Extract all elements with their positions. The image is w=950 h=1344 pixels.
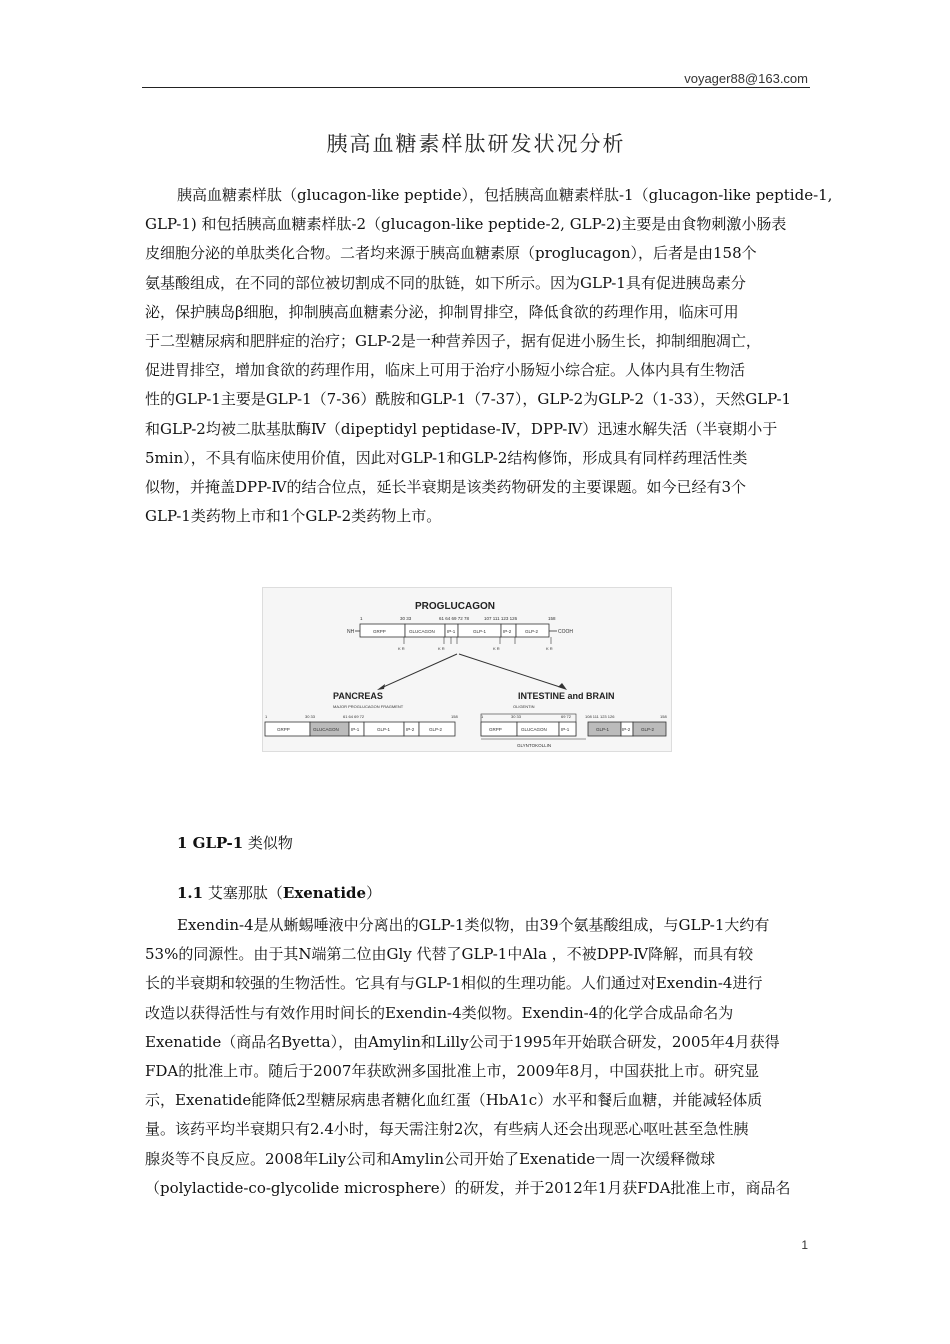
left-segment: GLP-1 [377,727,391,732]
body-line: 长的半衰期和较强的生物活性。它具有与GLP-1相似的生理功能。人们通过对Exendin-4进行 [145,974,763,993]
top-segment: IP-2 [503,629,512,634]
intestine-brain-label: INTESTINE and BRAIN [518,691,615,701]
intro-line: 氨基酸组成，在不同的部位被切割成不同的肽链，如下所示。因为GLP-1具有促进胰岛素分 [145,273,746,292]
page-number: 1 [801,1238,808,1252]
body-line: 53%的同源性。由于其N端第二位由Gly 代替了GLP-1中Ala ，不被DPP-Ⅳ降解，而具有较 [145,945,754,964]
top-segment: GLUCAGON [409,629,435,634]
section-heading-1 [177,832,293,853]
right-number: 69 72 [561,714,572,719]
body-line: FDA的批准上市。随后于2007年获欧洲多国批准上市，2009年8月，中国获批上市。研究显 [145,1062,760,1081]
proglucagon-title: PROGLUCAGON [415,601,495,612]
left-segment: IP-1 [351,727,360,732]
top-number: 158 [548,616,556,621]
top-segment: GLP-1 [473,629,487,634]
subsection-close: ） [366,884,382,902]
left-number: 61 64 69 72 [343,714,365,719]
intro-line: 性的GLP-1主要是GLP-1（7-36）酰胺和GLP-1（7-37），GLP-2为GLP-2（1-33），天然GLP-1 [145,390,792,409]
left-number: 30 33 [305,714,316,719]
intro-line: 5min），不具有临床使用价值，因此对GLP-1和GLP-2结构修饰，形成具有同样药理活性类 [145,448,748,467]
cleavage-label: K R [398,646,405,651]
intro-line: GLP-1类药物上市和1个GLP-2类药物上市。 [145,507,442,526]
right-segment: IP-1 [561,727,570,732]
left-number: 1 [265,714,268,719]
top-number: 30 33 [400,616,412,621]
subsection-number: 1.1 [177,884,204,902]
left-segment: GRPP [277,727,290,732]
top-number: 1 [360,616,363,621]
right-number: 1 [481,714,484,719]
right-segment: GLP-1 [596,727,610,732]
cleavage-label: K R [493,646,500,651]
intro-line: 皮细胞分泌的单肽类化合物。二者均来源于胰高血糖素原（proglucagon），后者是由158个 [145,244,757,263]
right-segment: GRPP [489,727,502,732]
right-number: 108 111 123 126 [585,714,615,719]
header-email: voyager88@163.com [684,71,808,86]
top-number: 61 64 69 72 78 [439,616,470,621]
right-segment: GLUCAGON [521,727,547,732]
top-segment: GRPP [373,629,386,634]
intro-line: 于二型糖尿病和肥胖症的治疗；GLP-2是一种营养因子，据有促进小肠生长，抑制细胞凋亡， [145,332,761,351]
right-segment: IP-2 [622,727,631,732]
intro-line: 泌，保护胰岛β细胞，抑制胰高血糖素分泌，抑制胃排空，降低食欲的药理作用，临床可用 [145,302,739,321]
left-segment: GLP-2 [429,727,443,732]
cooh-terminus: COOH [558,629,573,635]
right-number: 30 33 [511,714,522,719]
section-number: 1 GLP-1 [177,834,244,852]
proglucagon-figure [262,587,672,752]
exenatide-paragraph [145,911,810,1203]
body-line: 示，Exenatide能降低2型糖尿病患者糖化血红蛋（HbA1c）水平和餐后血糖，并能减轻体质 [145,1091,763,1110]
left-subtitle: MAJOR PROGLUCAGON FRAGMENT [333,704,404,709]
subsection-label: 艾塞那肽（ [203,884,283,902]
right-segment: GLP-2 [641,727,655,732]
body-line: 改造以获得活性与有效作用时间长的Exendin-4类似物。Exendin-4的化学合成品命名为 [145,1003,734,1022]
cleavage-label: K R [546,646,553,651]
top-number: 107 111 123 126 [484,616,518,621]
top-segment: IP-1 [447,629,456,634]
bottom-label: GLYNTOKOLLIN [517,743,552,748]
right-subtitle: OLIGENTIN [513,704,535,709]
nh-terminus: NH [347,629,355,635]
body-line: 腺炎等不良反应。2008年Lily公司和Amylin公司开始了Exenatide一周一次缓释微球 [145,1149,716,1168]
body-line: Exendin-4是从蜥蜴唾液中分离出的GLP-1类似物，由39个氨基酸组成，与GLP-1大约有 [177,916,770,934]
header-divider [142,87,810,88]
left-segment: IP-2 [406,727,415,732]
body-line: 量。该药平均半衰期只有2.4小时，每天需注射2次，有些病人还会出现恶心呕吐甚至急性胰 [145,1120,749,1139]
cleavage-label: K R [438,646,445,651]
intro-line: 胰高血糖素样肽（glucagon-like peptide），包括胰高血糖素样肽-1（glucagon-like peptide-1, [177,186,833,204]
intro-line: 似物，并掩盖DPP-Ⅳ的结合位点，延长半衰期是该类药物研发的主要课题。如今已经有3个 [145,478,746,497]
pancreas-label: PANCREAS [333,691,383,701]
intro-line: 促进胃排空，增加食欲的药理作用，临床上可用于治疗小肠短小综合症。人体内具有生物活 [145,361,746,380]
intro-line: GLP-1) 和包括胰高血糖素样肽-2（glucagon-like peptide-2, GLP-2)主要是由食物刺激小肠表 [145,215,787,234]
section-label: 类似物 [243,834,293,852]
left-number: 158 [451,714,458,719]
right-number: 158 [660,714,667,719]
body-line: （polylactide-co-glycolide microsphere）的研发，并于2012年1月获FDA批准上市，商品名 [145,1178,791,1197]
intro-line: 和GLP-2均被二肽基肽酶Ⅳ（dipeptidyl peptidase-Ⅳ，DPP-Ⅳ）迅速水解失活（半衰期小于 [145,419,778,438]
page-title: 胰高血糖素样肽研发状况分析 [326,132,626,157]
left-segment: GLUCAGON [313,727,339,732]
body-line: Exenatide（商品名Byetta），由Amylin和Lilly公司于1995年开始联合研发，2005年4月获得 [145,1032,780,1051]
proglucagon-diagram [263,588,671,751]
subsection-drug-name: Exenatide [282,884,367,902]
intro-paragraph [145,181,833,531]
top-segment: GLP-2 [525,629,539,634]
section-heading-1-1 [177,882,381,903]
